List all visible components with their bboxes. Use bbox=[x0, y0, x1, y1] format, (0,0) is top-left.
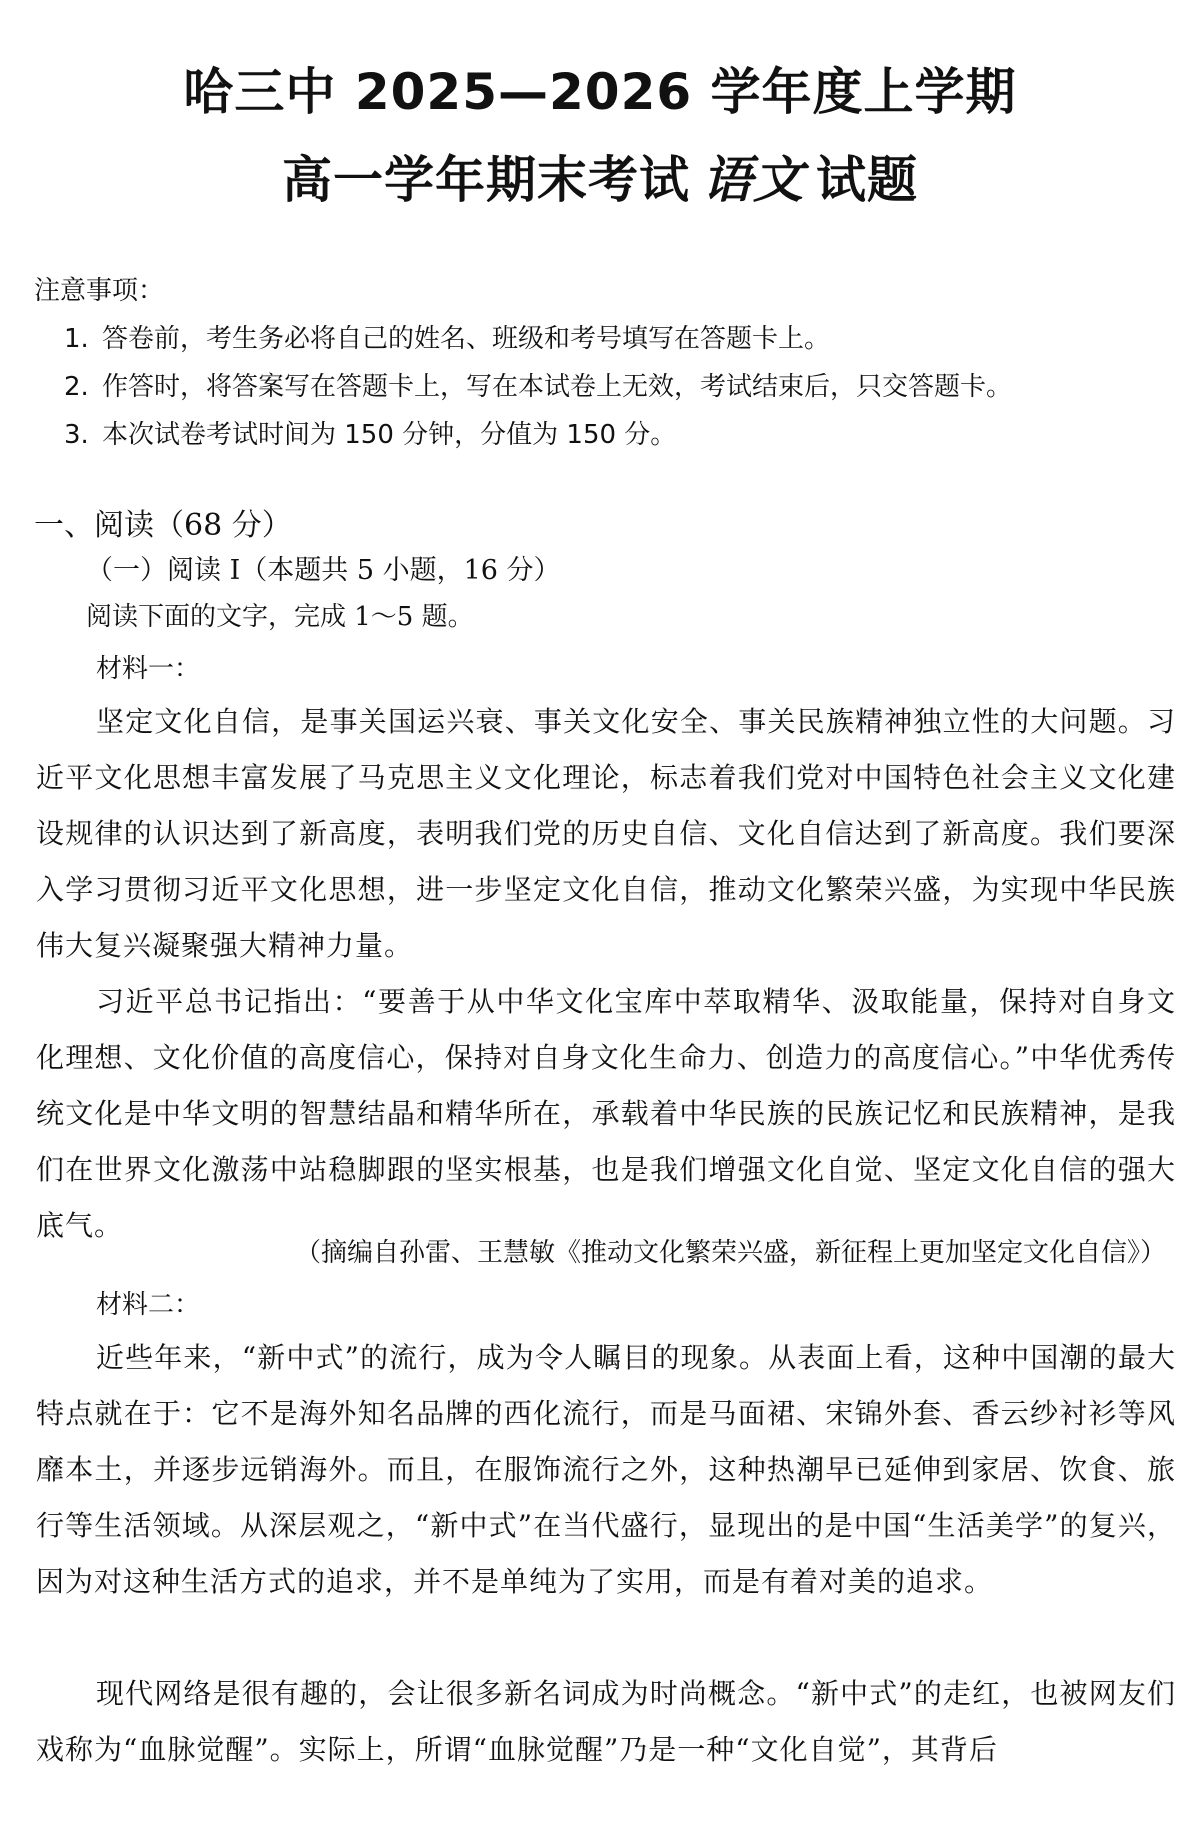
material2-paragraph: 近些年来，“新中式”的流行，成为令人瞩目的现象。从表面上看，这种中国潮的最大特点就在于：它不是海外知名品牌的西化流行，而是马面裙、宋锦外套、香云纱衬衫等风靡本土，并逐步远销海外。而且，在服饰流行之外，这种热潮早已延伸到家居、饮食、旅行等生活领域。从深层观之，“新中式”在当代盛行，显现出的是中国“生活美学”的复兴，因为对这种生活方式的追求，并不是单纯为了实用，而是有着对美的追求。 bbox=[36, 1341, 1176, 1598]
note-number: 3. bbox=[64, 420, 89, 450]
note-text: 答卷前，考生务必将自己的姓名、班级和考号填写在答题卡上。 bbox=[102, 324, 831, 354]
title-suffix: 试题 bbox=[816, 151, 918, 209]
material2-label: 材料二： bbox=[96, 1290, 201, 1320]
note-number: 2. bbox=[64, 372, 89, 402]
material1-source: （摘编自孙雷、王慧敏《推动文化繁荣兴盛，新征程上更加坚定文化自信》） bbox=[294, 1238, 1166, 1268]
exam-title-line1: 哈三中 2025—2026 学年度上学期 bbox=[183, 63, 1017, 121]
subject-name: 语文 bbox=[702, 150, 804, 209]
note-item bbox=[64, 414, 676, 451]
note-item bbox=[64, 318, 830, 355]
title-prefix: 高一学年期末考试 bbox=[282, 151, 690, 209]
subsection-title: （一）阅读 I（本题共 5 小题，16 分） bbox=[86, 555, 561, 586]
material1-paragraph: 坚定文化自信，是事关国运兴衰、事关文化安全、事关民族精神独立性的大问题。习近平文化思想丰富发展了马克思主义文化理论，标志着我们党对中国特色社会主义文化建设规律的认识达到了新高度，表明我们党的历史自信、文化自信达到了新高度。我们要深入学习贯彻习近平文化思想，进一步坚定文化自信，推动文化繁荣兴盛，为实现中华民族伟大复兴凝聚强大精神力量。 bbox=[36, 705, 1176, 962]
note-item bbox=[64, 366, 1012, 403]
material1-paragraph: 习近平总书记指出：“要善于从中华文化宝库中萃取精华、汲取能量，保持对自身文化理想、文化价值的高度信心，保持对自身文化生命力、创造力的高度信心。”中华优秀传统文化是中华文明的智慧结晶和精华所在，承载着中华民族的民族记忆和民族精神，是我们在世界文化激荡中站稳脚跟的坚实根基，也是我们增强文化自觉、坚定文化自信的强大底气。 bbox=[36, 985, 1176, 1242]
note-number: 1. bbox=[64, 324, 89, 354]
reading-instruction: 阅读下面的文字，完成 1～5 题。 bbox=[86, 602, 474, 632]
material1-label: 材料一： bbox=[96, 654, 201, 684]
section-title: 一、阅读（68 分） bbox=[34, 508, 292, 543]
notes-heading: 注意事项： bbox=[34, 276, 165, 306]
exam-title-line2 bbox=[0, 140, 1200, 212]
material2-paragraph: 现代网络是很有趣的，会让很多新名词成为时尚概念。“新中式”的走红，也被网友们戏称为“血脉觉醒”。实际上，所谓“血脉觉醒”乃是一种“文化自觉”，其背后 bbox=[36, 1677, 1176, 1766]
note-text: 本次试卷考试时间为 150 分钟，分值为 150 分。 bbox=[102, 420, 677, 450]
note-text: 作答时，将答案写在答题卡上，写在本试卷上无效，考试结束后，只交答题卡。 bbox=[102, 372, 1013, 402]
